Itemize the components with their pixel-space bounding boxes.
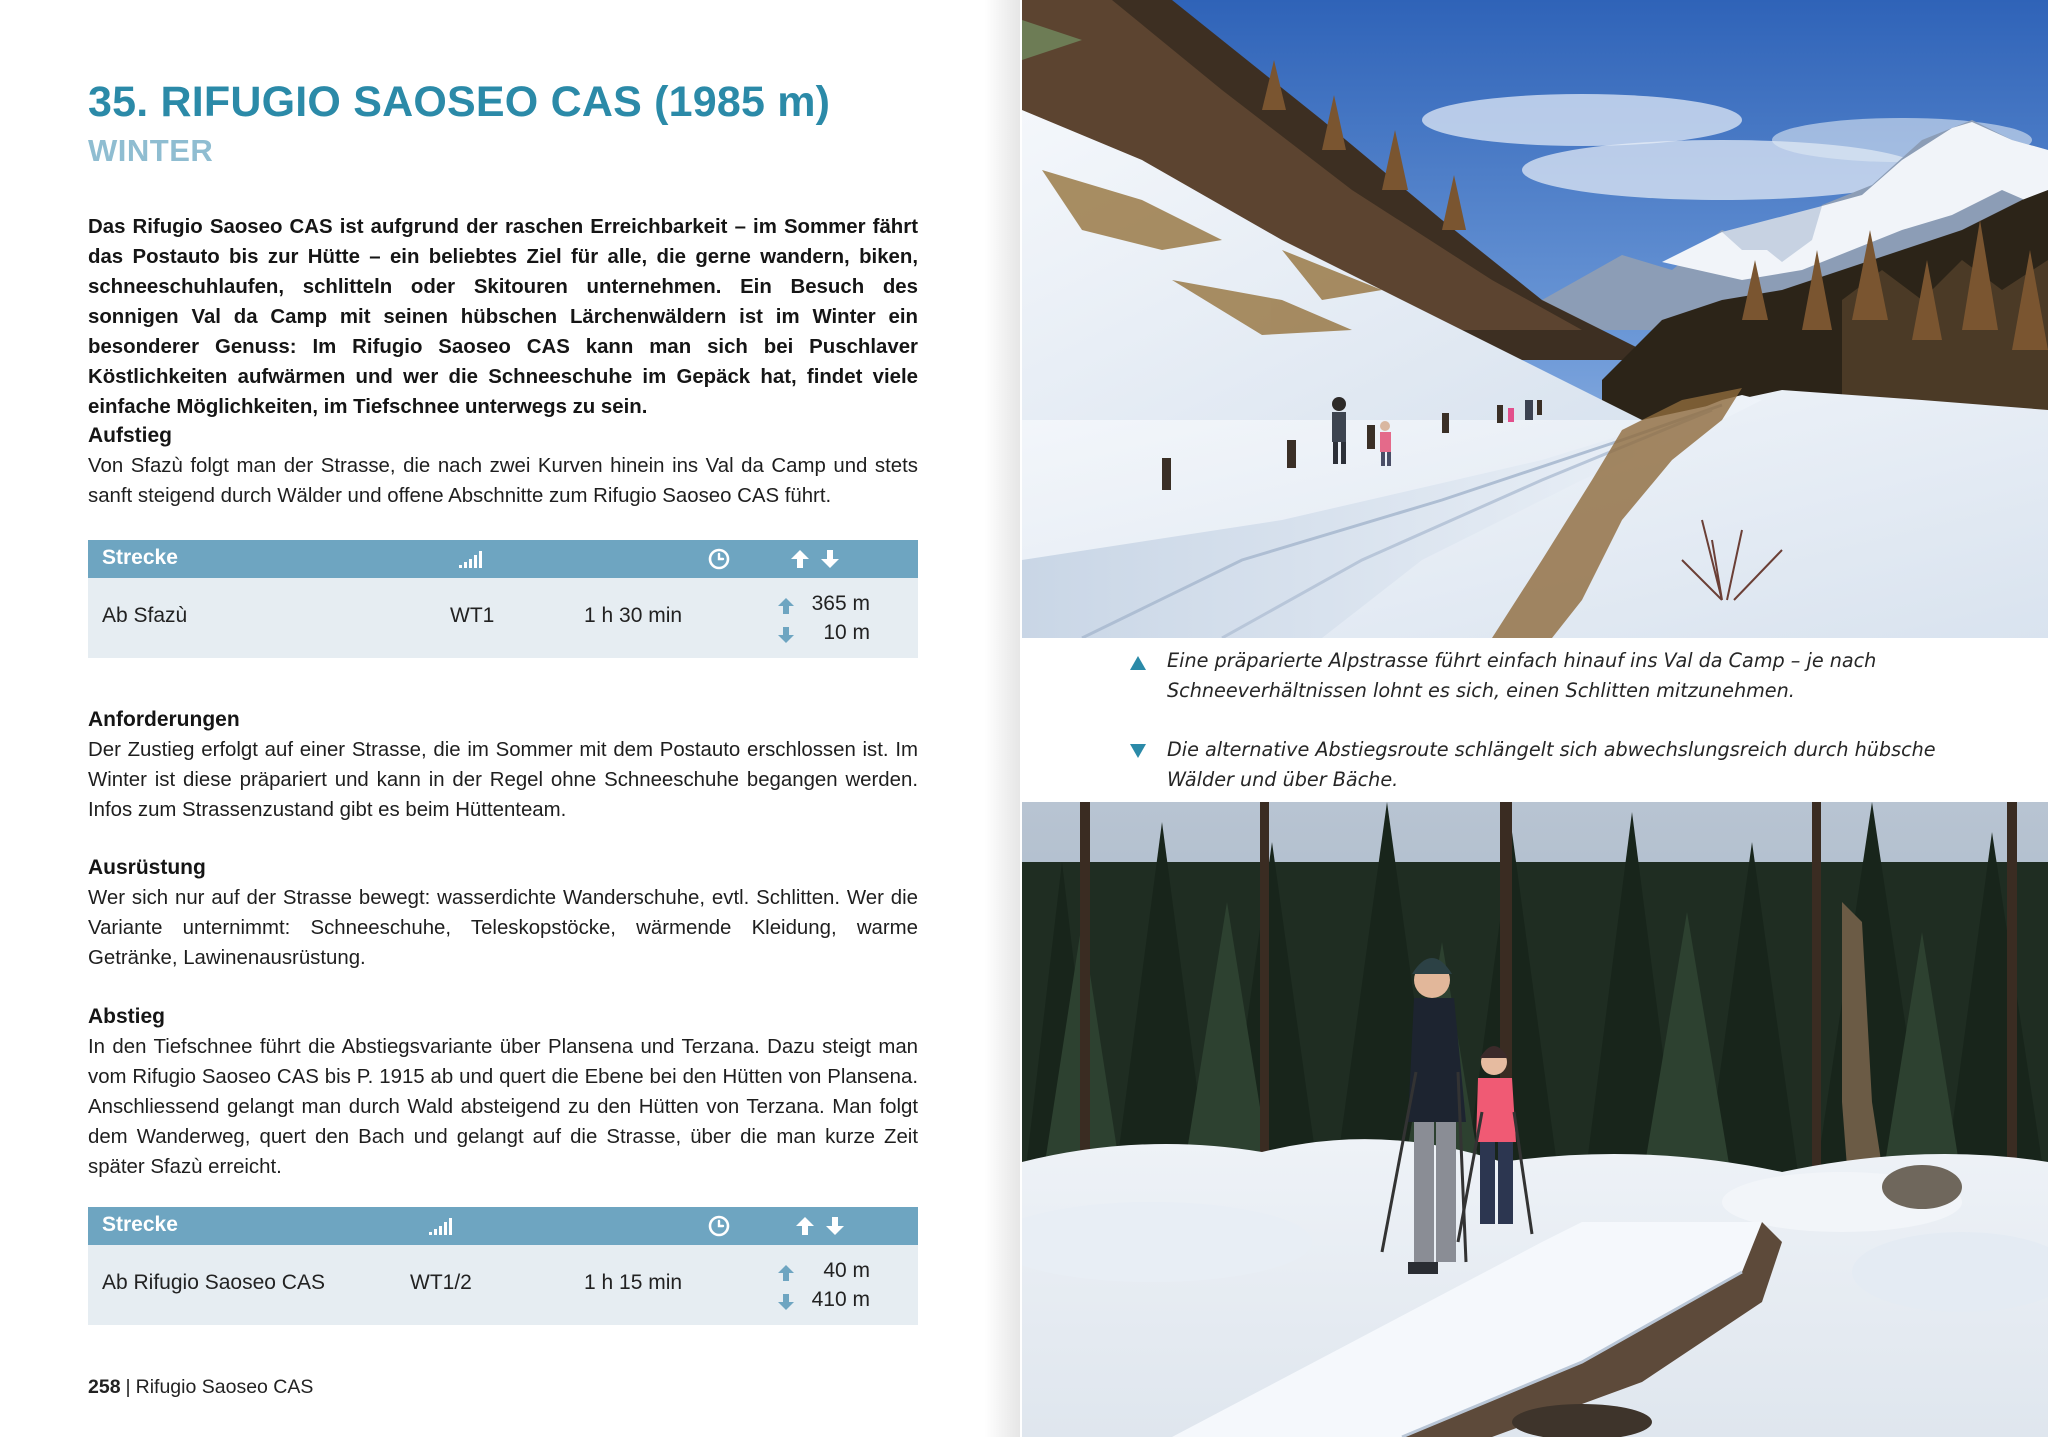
page-title: 35. RIFUGIO SAOSEO CAS (1985 m) (88, 78, 831, 126)
route-ascent-meters: 40 m (823, 1259, 870, 1282)
route-ascent-meters: 365 m (811, 592, 870, 615)
table-row (88, 1245, 918, 1325)
photo-caption-bottom: Die alternative Abstiegsroute schlängelt sich abwechslungsreich durch hübsche Wälder und über Bäche. (1167, 738, 1936, 791)
page-number: 258 (88, 1376, 121, 1398)
route-start: Ab Sfazù (102, 604, 188, 627)
route-table-ascent (88, 540, 918, 658)
header-route-label: Strecke (102, 546, 178, 569)
section-aufstieg (88, 421, 918, 511)
table-header (88, 1207, 918, 1245)
up-down-arrows-icon (788, 547, 846, 571)
signal-bars-icon (458, 549, 486, 569)
section-heading: Ausrüstung (88, 856, 206, 879)
route-descent-meters: 10 m (823, 621, 870, 644)
section-ausruestung (88, 853, 918, 973)
section-anforderungen (88, 705, 918, 825)
intro-paragraph: Das Rifugio Saoseo CAS ist aufgrund der raschen Erreichbarkeit – im Sommer fährt das Postauto bis zur Hütte – ein beliebtes Ziel für alle, die gerne wandern, biken, schneeschuhlaufen, schlitteln oder Skitouren unternehmen. Ein Besuch des sonnigen Val da Camp mit seinen hübschen Lärchenwäldern ist im Winter ein besonderer Genuss: Im Rifugio Saoseo CAS kann man sich bei Puschlaver Köstlichkeiten aufwärmen und wer die Schneeschuhe im Gepäck hat, findet viele einfache Möglichkeiten, im Tiefschnee unterwegs zu sein. (88, 216, 918, 418)
arrow-up-icon (776, 1263, 796, 1283)
clock-icon (708, 1215, 730, 1237)
section-text: Wer sich nur auf der Strasse bewegt: wasserdichte Wanderschuhe, evtl. Schlitten. Wer die Variante unternimmt: Schneeschuhe, Teleskopstöcke, wärmende Kleidung, warme Getränke, Lawinenausrüstung. (88, 887, 918, 969)
section-heading: Abstieg (88, 1005, 166, 1028)
route-start: Ab Rifugio Saoseo CAS (102, 1271, 325, 1294)
footer-separator: | (125, 1376, 131, 1398)
route-table-descent (88, 1207, 918, 1325)
page-subtitle: WINTER (88, 133, 214, 168)
arrow-down-icon (776, 1292, 796, 1312)
table-row (88, 578, 918, 658)
triangle-down-icon (1128, 742, 1148, 760)
section-text: In den Tiefschnee führt die Abstiegsvariante über Plansena und Terzana. Dazu steigt man vom Rifugio Saoseo CAS bis P. 1915 ab und quert die Ebene bei den Hütten von Plansena. Anschliessend gelangt man durch Wald absteigend zu den Hütten von Terzana. Man folgt dem Wanderweg, quert den Bach und gelangt auf die Strasse, über die man kurze Zeit später Sfazù erreicht. (88, 1036, 918, 1178)
page-footer (88, 1376, 313, 1399)
header-route-label: Strecke (102, 1213, 178, 1236)
photo-snowy-valley-road (1022, 0, 2048, 638)
section-heading: Anforderungen (88, 708, 240, 731)
up-down-arrows-icon (793, 1214, 851, 1238)
arrow-down-icon (776, 625, 796, 645)
photo-forest-snowshoers (1022, 802, 2048, 1437)
section-abstieg (88, 1002, 918, 1182)
route-time: 1 h 30 min (584, 604, 683, 627)
page-gutter-shadow (985, 0, 1023, 1437)
photo-caption-top: Eine präparierte Alpstrasse führt einfach hinauf ins Val da Camp – je nach Schneeverhältnissen lohnt es sich, einen Schlitten mitzunehmen. (1167, 649, 1877, 702)
section-heading: Aufstieg (88, 424, 172, 447)
route-grade: WT1/2 (410, 1271, 472, 1294)
clock-icon (708, 548, 730, 570)
arrow-up-icon (776, 596, 796, 616)
signal-bars-icon (428, 1216, 456, 1236)
section-text: Der Zustieg erfolgt auf einer Strasse, die im Sommer mit dem Postauto erschlossen ist. Im Winter ist diese präpariert und kann in der Regel ohne Schneeschuhe begangen werden. Infos zum Strassenzustand gibt es beim Hüttenteam. (88, 739, 918, 821)
route-grade: WT1 (450, 604, 495, 627)
running-title: Rifugio Saoseo CAS (135, 1376, 314, 1398)
table-header (88, 540, 918, 578)
section-text: Von Sfazù folgt man der Strasse, die nach zwei Kurven hinein ins Val da Camp und stets sanft steigend durch Wälder und offene Abschnitte zum Rifugio Saoseo CAS führt. (88, 455, 918, 507)
route-descent-meters: 410 m (811, 1288, 870, 1311)
route-time: 1 h 15 min (584, 1271, 683, 1294)
triangle-up-icon (1128, 654, 1148, 672)
